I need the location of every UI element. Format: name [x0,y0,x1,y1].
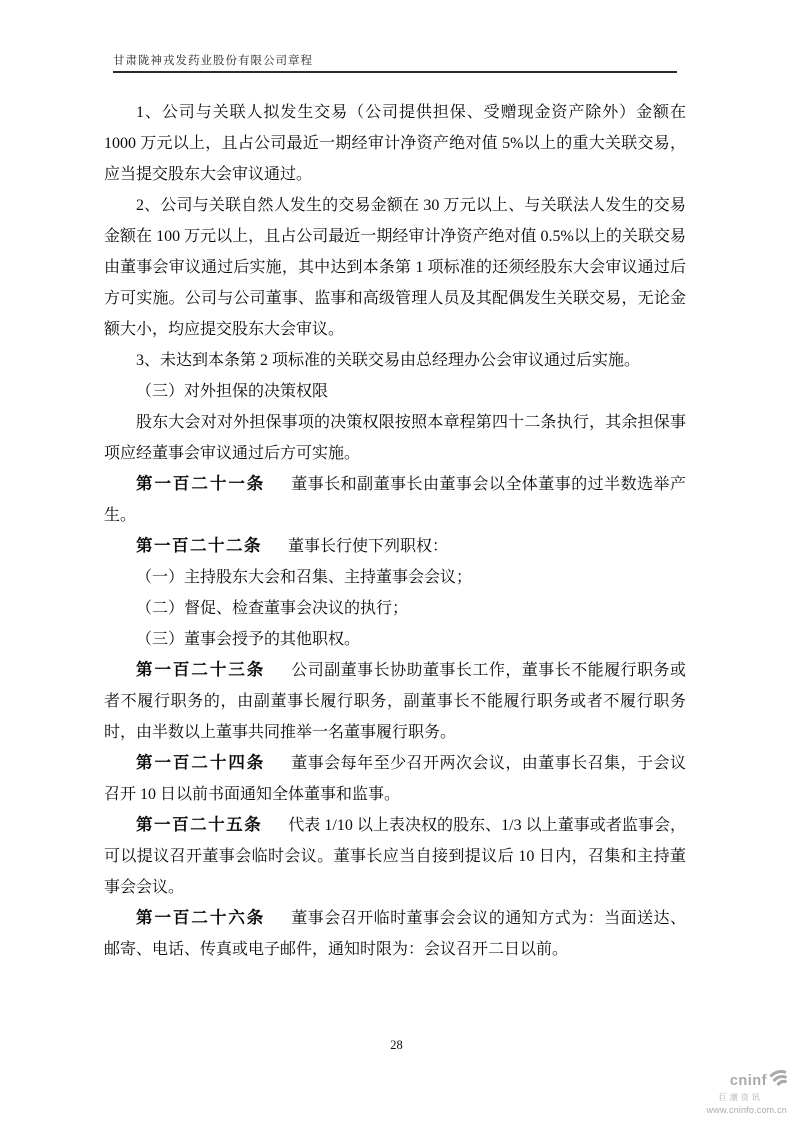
paragraph-text: （二）督促、检查董事会决议的执行； [136,600,409,617]
article-paragraph [104,903,686,965]
header-divider [113,71,677,73]
body-paragraph [104,190,686,345]
article-number: 第一百二十五条 [136,816,263,834]
cninfo-url: www.cninfo.com.cn [706,1104,787,1115]
paragraph-text: 代表 1/10 以上表决权的股东、1/3 以上董事或者监事会，可以提议召开董事会临时会议。董事长应当自接到提议后 10 日内，召集和主持董事会会议。 [104,817,686,896]
cninfo-logo [707,1070,787,1115]
cninfo-name-cn: 巨潮资讯 [718,1093,763,1103]
body-paragraph [104,593,686,624]
body-paragraph [104,562,686,593]
paragraph-text: 1、公司与关联人拟发生交易（公司提供担保、受赠现金资产除外）金额在 1000 万元以上，且占公司最近一期经审计净资产绝对值 5%以上的重大关联交易，应当提交股东大会审议通过。 [104,104,686,183]
body-paragraph [104,376,686,407]
page-header-title: 甘肃陇神戎发药业股份有限公司章程 [113,55,313,67]
paragraph-text: 董事长行使下列职权： [288,538,449,555]
body-paragraph [104,345,686,376]
paragraph-text: 董事会召开临时董事会会议的通知方式为：当面送达、邮寄、电话、传真或电子邮件，通知时限为：会议召开二日以前。 [104,910,686,958]
cninfo-brand-text: cninf [729,1072,767,1089]
paragraph-text: 公司副董事长协助董事长工作，董事长不能履行职务或者不履行职务的，由副董事长履行职务，副董事长不能履行职务或者不履行职务时，由半数以上董事共同推举一名董事履行职务。 [104,662,686,741]
article-number: 第一百二十二条 [136,537,262,555]
paragraph-text: 3、未达到本条第 2 项标准的关联交易由总经理办公会审议通过后实施。 [136,352,641,369]
article-number: 第一百二十一条 [136,475,266,493]
article-paragraph [104,469,686,531]
body-paragraph [104,624,686,655]
paragraph-text: （三）对外担保的决策权限 [136,383,329,400]
cninfo-logo-row [730,1070,787,1092]
paragraph-text: （三）董事会授予的其他职权。 [136,631,361,648]
cninfo-swirl-icon [768,1069,787,1091]
document-body [104,97,686,965]
paragraph-text: 董事长和副董事长由董事会以全体董事的过半数选举产生。 [104,476,686,524]
article-number: 第一百二十三条 [136,661,266,679]
paragraph-text: 2、公司与关联自然人发生的交易金额在 30 万元以上、与关联法人发生的交易金额在 100 万元以上，且占公司最近一期经审计净资产绝对值 0.5%以上的关联交易由董事会审议通过后实施，其中达到本条第 1 项标准的还须经股东大会审议通过后方可实施。公司与公司董事、监事和高级管理人员及其配偶发生关联交易，无论金额大小，均应提交股东大会审议。 [104,197,686,338]
article-paragraph [104,655,686,748]
paragraph-text: 董事会每年至少召开两次会议，由董事长召集，于会议召开 10 日以前书面通知全体董事和监事。 [104,755,686,803]
article-paragraph [104,810,686,903]
paragraph-text: （一）主持股东大会和召集、主持董事会会议； [136,569,473,586]
article-number: 第一百二十六条 [136,909,266,927]
paragraph-text: 股东大会对对外担保事项的决策权限按照本章程第四十二条执行，其余担保事项应经董事会审议通过后方可实施。 [104,414,686,462]
article-paragraph [104,748,686,810]
page-number: 28 [390,1038,403,1052]
article-paragraph [104,531,686,562]
body-paragraph [104,407,686,469]
article-number: 第一百二十四条 [136,754,266,772]
body-paragraph [104,97,686,190]
